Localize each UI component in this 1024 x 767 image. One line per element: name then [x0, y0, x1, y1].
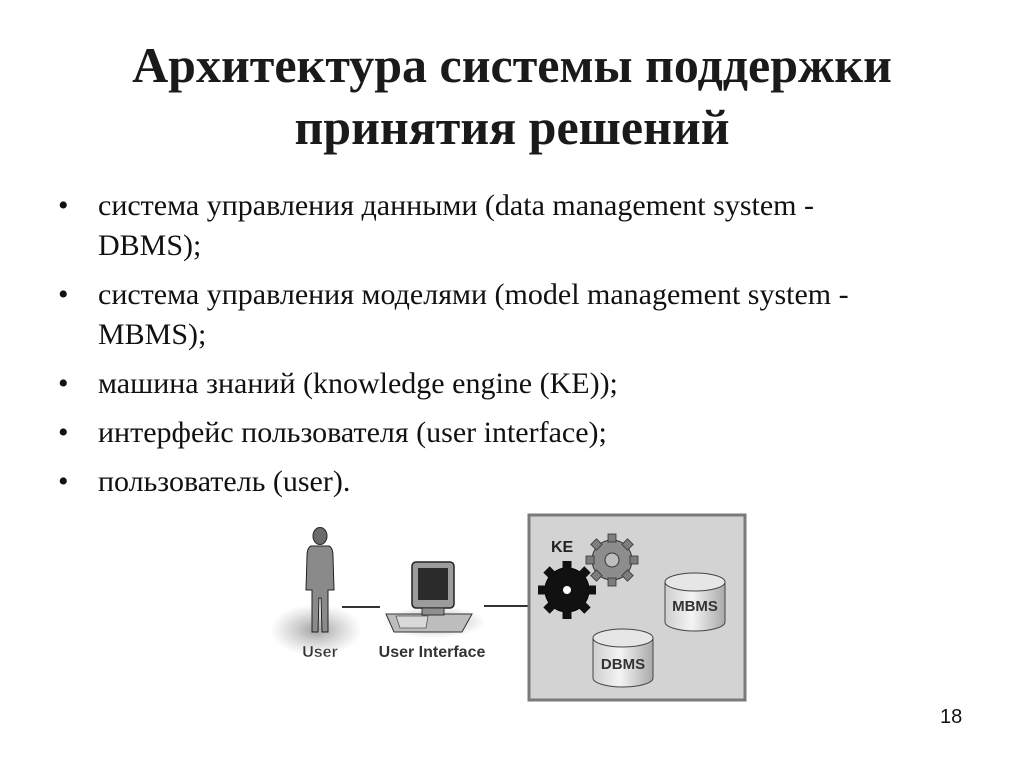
bullet-text-line: система управления моделями (model management system -	[98, 278, 849, 311]
bullet-text-line: DBMS);	[98, 229, 202, 262]
dbms-label: DBMS	[600, 656, 646, 673]
bullet-text-line: интерфейс пользователя (user interface);	[98, 416, 607, 449]
dss-architecture-diagram	[262, 510, 762, 710]
bullet-text-line: MBMS);	[98, 318, 207, 351]
user-label: User	[302, 644, 338, 661]
slide-title-line-2: принятия решений	[294, 99, 730, 155]
bullet-text-line: система управления данными (data management system -	[98, 189, 814, 222]
computer-icon	[382, 562, 486, 638]
bullet-dot: •	[58, 465, 69, 498]
page-number: 18	[940, 706, 963, 728]
bullet-dot: •	[58, 189, 69, 222]
bullet-text-line: пользователь (user).	[98, 465, 351, 498]
user-figure-icon	[270, 528, 362, 657]
bullet-list	[58, 186, 978, 511]
slide-title-line-1: Архитектура системы поддержки	[132, 37, 892, 93]
bullet-item	[58, 275, 978, 355]
bullet-dot: •	[58, 278, 69, 311]
mbms-label: MBMS	[672, 598, 718, 615]
ke-label: KE	[551, 539, 574, 556]
bullet-item	[58, 413, 978, 453]
bullet-text-line: машина знаний (knowledge engine (KE));	[98, 367, 618, 400]
slide-title	[0, 34, 1024, 158]
bullet-item	[58, 462, 978, 502]
bullet-dot: •	[58, 367, 69, 400]
bullet-dot: •	[58, 416, 69, 449]
bullet-item	[58, 364, 978, 404]
bullet-item	[58, 186, 978, 266]
user-interface-label: User Interface	[378, 644, 486, 661]
